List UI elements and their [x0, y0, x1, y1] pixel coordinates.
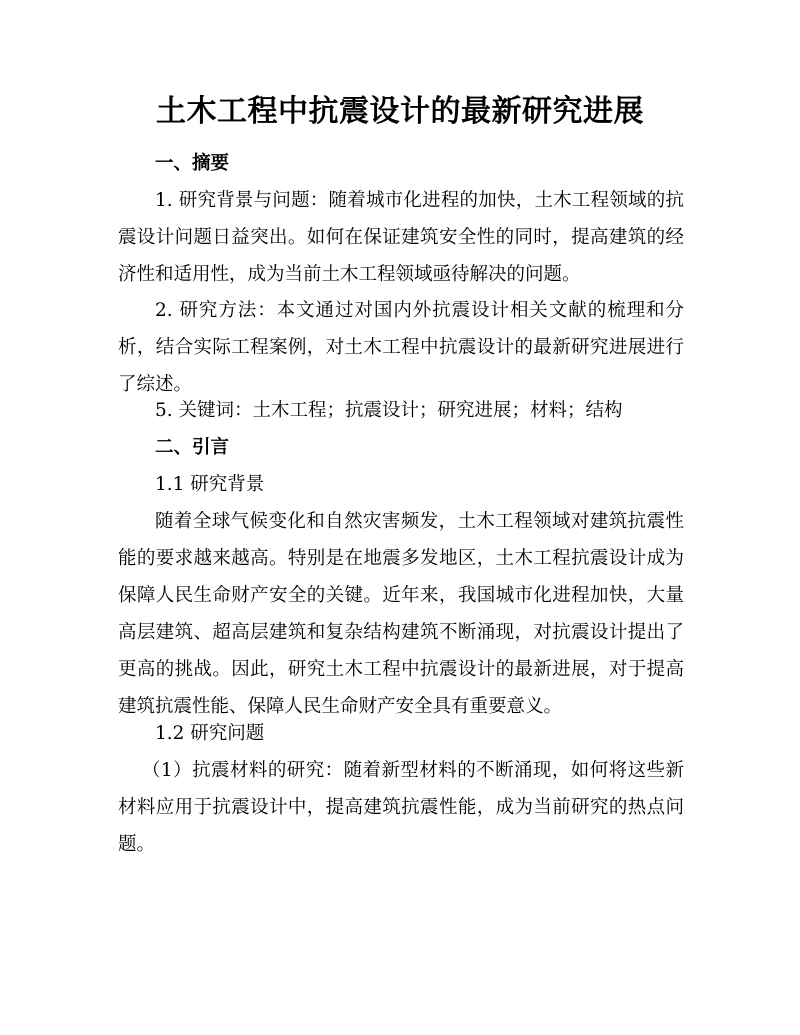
subsection-heading-background: 1.1 研究背景 [155, 474, 265, 495]
subsection-heading-problems: 1.2 研究问题 [155, 723, 265, 744]
document-title: 土木工程中抗震设计的最新研究进展 [156, 94, 644, 129]
abstract-paragraph-2: 2. 研究方法：本文通过对国内外抗震设计相关文献的梳理和分析，结合实际工程案例，对土木工程中抗震设计的最新研究进展进行了综述。 [118, 300, 684, 395]
intro-paragraph-2: （1）抗震材料的研究：随着新型材料的不断涌现，如何将这些新材料应用于抗震设计中，提高建筑抗震性能，成为当前研究的热点问题。 [118, 760, 684, 855]
section-heading-abstract: 一、摘要 [155, 153, 230, 174]
intro-paragraph-1: 随着全球气候变化和自然灾害频发，土木工程领域对建筑抗震性能的要求越来越高。特别是在地震多发地区，土木工程抗震设计成为保障人民生命财产安全的关键。近年来，我国城市化进程加快，大量高层建筑、超高层建筑和复杂结构建筑不断涌现，对抗震设计提出了更高的挑战。因此，研究土木工程中抗震设计的最新进展，对于提高建筑抗震性能、保障人民生命财产安全具有重要意义。 [118, 511, 684, 717]
section-heading-intro: 二、引言 [155, 437, 230, 458]
abstract-keywords: 5. 关键词：土木工程；抗震设计；研究进展；材料；结构 [155, 400, 623, 421]
abstract-paragraph-1: 1. 研究背景与问题：随着城市化进程的加快，土木工程领域的抗震设计问题日益突出。如何在保证建筑安全性的同时，提高建筑的经济性和适用性，成为当前土木工程领域亟待解决的问题。 [118, 190, 684, 285]
